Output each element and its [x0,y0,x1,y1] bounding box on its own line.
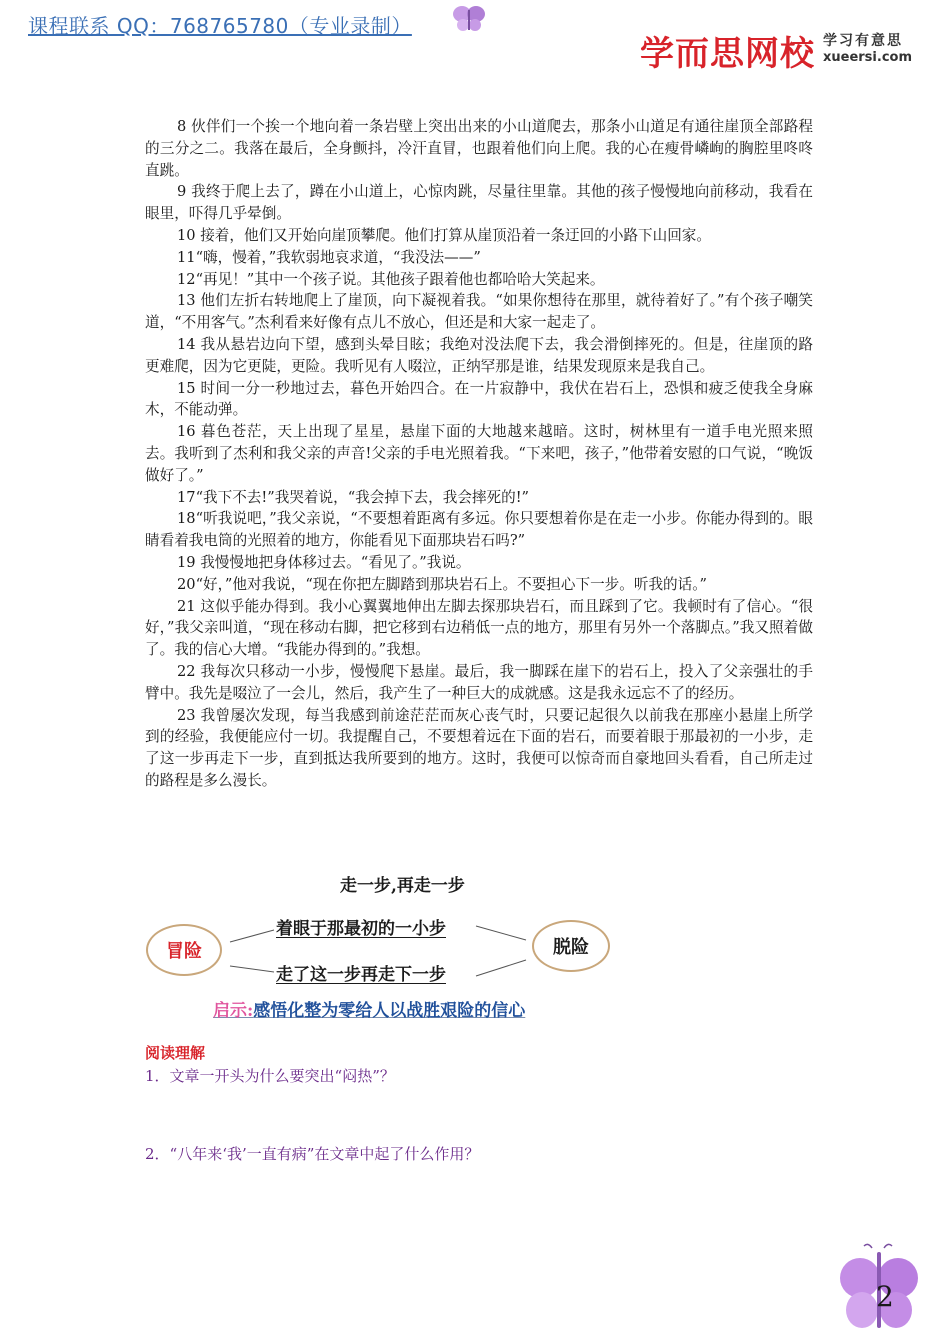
step-next: 走了这一步再走下一步 [276,965,446,985]
insight-label: 启示: [213,1001,254,1021]
question-1: 1．文章一开头为什么要突出“闷热”？ [145,1067,395,1085]
node-escape: 脱险 [532,920,610,972]
insight-text: 感悟化整为零给人以战胜艰险的信心 [253,1001,526,1021]
diagram-title: 走一步,再走一步 [340,876,465,896]
logo-name: 学而思网校 [640,34,815,74]
insight-line [213,996,525,1021]
paragraph-23: 23 我曾屡次发现，每当我感到前途茫茫而灰心丧气时，只要记起很久以前我在那座小悬崖上所学到的经验，我便能应付一切。我提醒自己，不要想着远在下面的岩石，而要着眼于那最初的一小步，走了这一步再走下一步，直到抵达我所要到的地方。这时，我便可以惊奇而自豪地回头看看，自己所走过的路程是多么漫长。 [145,706,813,789]
paragraph-20: 20“好，”他对我说，“现在你把左脚踏到那块岩石上。不要担心下一步。听我的话。” [177,575,708,593]
paragraph-18: 18“听我说吧，”我父亲说，“不要想着距离有多远。你只要想着你是在走一小步。你能办得到的。眼睛看着我电筒的光照着的地方，你能看见下面那块岩石吗?” [145,510,813,550]
paragraph-19: 19 我慢慢地把身体移过去。“看见了。”我说。 [177,553,471,571]
paragraph-16: 16 暮色苍茫，天上出现了星星，悬崖下面的大地越来越暗。这时，树林里有一道手电光照来照去。我听到了杰利和我父亲的声音!父亲的手电光照着我。“下来吧，孩子，”他带着安慰的口气说，“晚饭做好了。” [145,423,813,484]
question-2: 2．“八年来‘我’一直有病”在文章中起了什么作用？ [145,1145,480,1163]
paragraph-22: 22 我每次只移动一小步，慢慢爬下悬崖。最后，我一脚踩在崖下的岩石上，投入了父亲强壮的手臂中。我先是啜泣了一会儿，然后，我产生了一种巨大的成就感。这是我永远忘不了的经历。 [145,662,813,702]
butterfly-icon [452,4,486,34]
paragraph-15: 15 时间一分一秒地过去，暮色开始四合。在一片寂静中，我伏在岩石上，恐惧和疲乏使我全身麻木，不能动弹。 [145,379,813,419]
header-contact-link[interactable]: 课程联系 QQ：768765780（专业录制） [28,14,412,38]
logo-slogan: 学习有意思 [823,33,903,49]
paragraph-14: 14 我从悬岩边向下望，感到头晕目眩；我绝对没法爬下去，我会滑倒摔死的。但是，往崖顶的路更难爬，因为它更陡，更险。我听见有人啜泣，正纳罕那是谁，结果发现原来是我自己。 [145,335,813,375]
page-number: 2 [876,1280,894,1313]
brand-logo [640,26,912,75]
paragraph-21: 21 这似乎能办得到。我小心翼翼地伸出左脚去探那块岩石，而且踩到了它。我顿时有了信心。“很好，”我父亲叫道，“现在移动右脚，把它移到右边稍低一点的地方，那里有另外一个落脚点。”我又照着做了。我的信心大增。“我能办得到的。”我想。 [145,597,813,659]
summary-diagram [140,860,620,1030]
node-adventure: 冒险 [146,924,222,976]
paragraph-13: 13 他们左折右转地爬上了崖顶，向下凝视着我。“如果你想待在那里，就待着好了。”有个孩子嘲笑道，“不用客气。”杰利看来好像有点儿不放心，但还是和大家一起走了。 [145,292,813,332]
article-body [145,116,813,792]
reading-section-title: 阅读理解 [145,1044,206,1062]
paragraph-10: 10 接着，他们又开始向崖顶攀爬。他们打算从崖顶沿着一条迂回的小路下山回家。 [177,226,711,244]
step-first: 着眼于那最初的一小步 [276,919,446,939]
logo-domain: xueersi.com [823,50,913,65]
paragraph-12: 12“再见！”其中一个孩子说。其他孩子跟着他也都哈哈大笑起来。 [177,270,605,288]
paragraph-11: 11“嗨，慢着，”我软弱地哀求道，“我没法——” [177,248,481,266]
paragraph-9: 9 我终于爬上去了，蹲在小山道上，心惊肉跳，尽量往里靠。其他的孩子慢慢地向前移动，我看在眼里，吓得几乎晕倒。 [145,183,813,223]
paragraph-8: 8 伙伴们一个挨一个地向着一条岩壁上突出出来的小山道爬去，那条小山道足有通往崖顶全部路程的三分之二。我落在最后，全身颤抖，冷汗直冒，也跟着他们向上爬。我的心在瘦骨嶙峋的胸腔里咚咚直跳。 [145,118,813,179]
paragraph-17: 17“我下不去!”我哭着说，“我会掉下去，我会摔死的!” [177,488,530,506]
